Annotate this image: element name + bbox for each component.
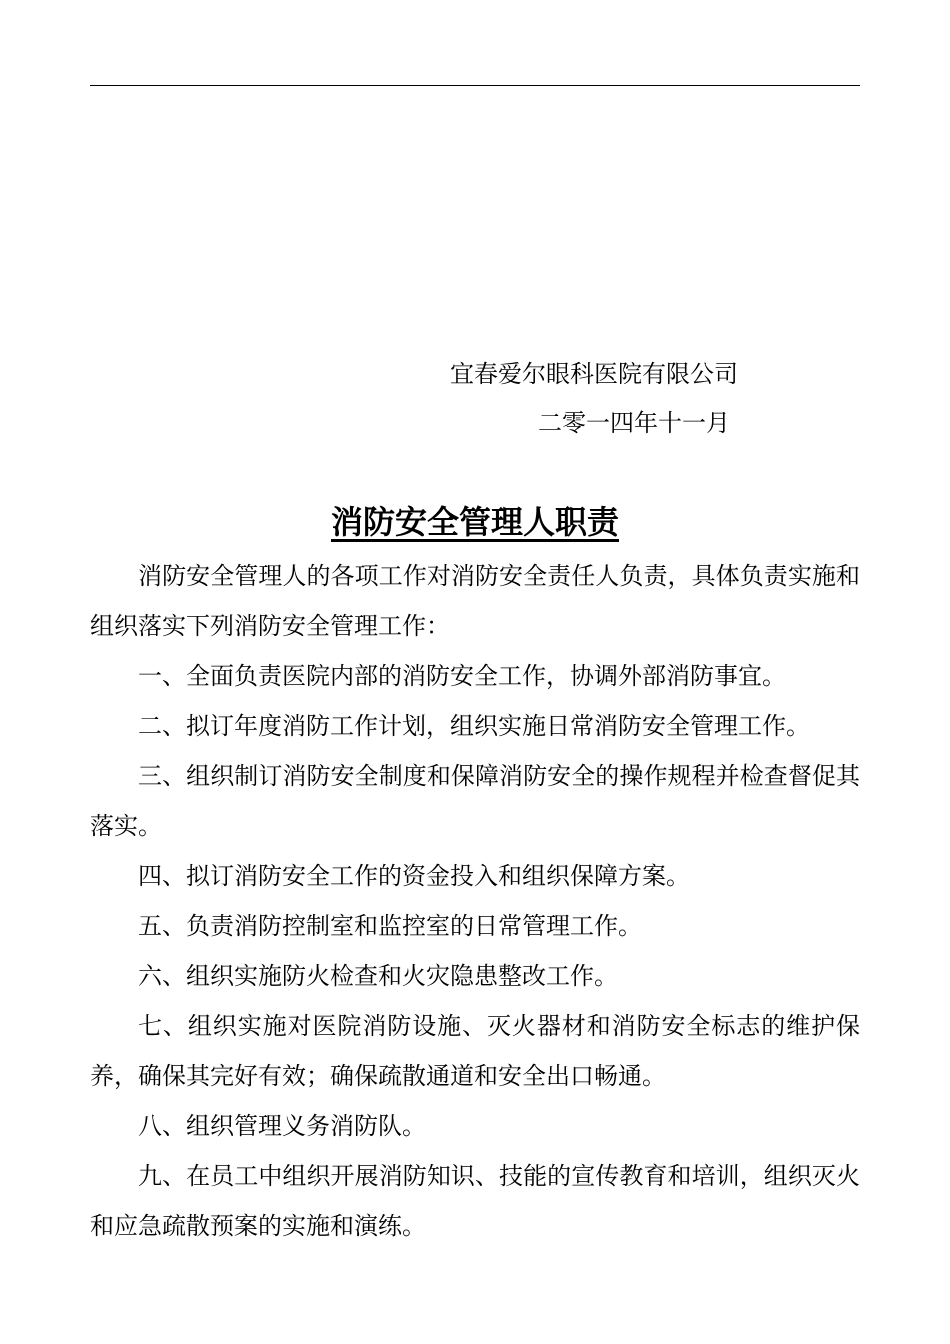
duty-item-3: 三、组织制订消防安全制度和保障消防安全的操作规程并检查督促其落实。 — [90, 762, 860, 840]
company-name: 宜春爱尔眼科医院有限公司 — [450, 360, 738, 388]
header-rule — [90, 85, 860, 86]
duty-item-7: 七、组织实施对医院消防设施、灭火器材和消防安全标志的维护保养，确保其完好有效；确保疏散通道和安全出口畅通。 — [90, 1012, 860, 1090]
duty-item-5: 五、负责消防控制室和监控室的日常管理工作。 — [138, 912, 642, 940]
document-title: 消防安全管理人职责 — [330, 503, 619, 541]
duty-item-2: 二、拟订年度消防工作计划，组织实施日常消防安全管理工作。 — [138, 712, 810, 740]
document-body — [90, 551, 860, 1251]
duty-item-9: 九、在员工中组织开展消防知识、技能的宣传教育和培训，组织灭火和应急疏散预案的实施和演练。 — [90, 1162, 860, 1240]
intro-paragraph: 消防安全管理人的各项工作对消防安全责任人负责，具体负责实施和组织落实下列消防安全管理工作： — [90, 562, 860, 640]
duty-item-1: 一、全面负责医院内部的消防安全工作，协调外部消防事宜。 — [138, 662, 786, 690]
duty-item-8: 八、组织管理义务消防队。 — [138, 1112, 426, 1140]
duty-item-6: 六、组织实施防火检查和火灾隐患整改工作。 — [138, 962, 618, 990]
document-date: 二零一四年十一月 — [538, 409, 730, 437]
duty-item-4: 四、拟订消防安全工作的资金投入和组织保障方案。 — [138, 862, 690, 890]
